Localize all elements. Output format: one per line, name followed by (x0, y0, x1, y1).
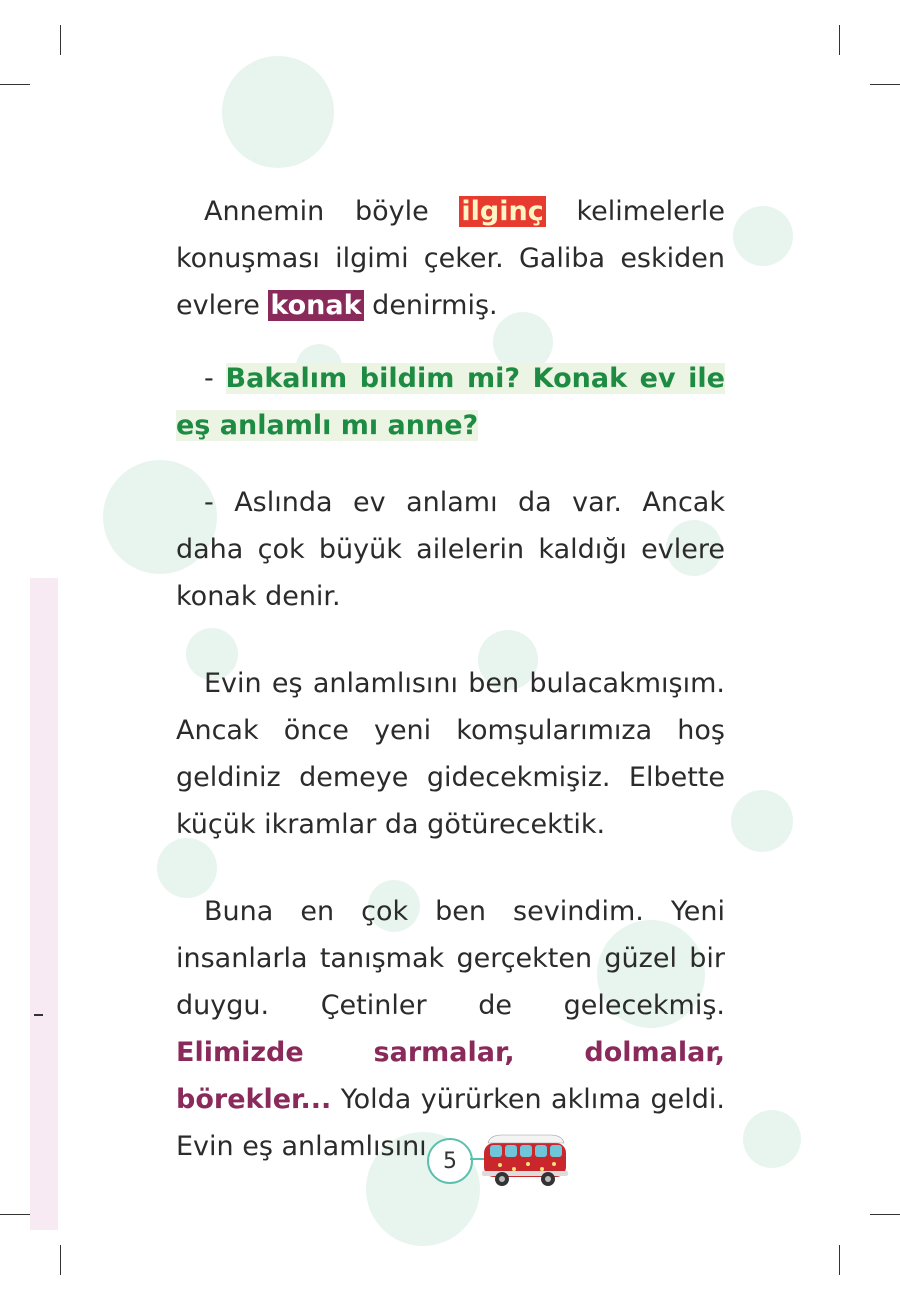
paragraph-5-part-1: Buna en çok ben sevindim. Yeni insanlarla tanışmak gerçekten güzel bir duygu. Çetinler de gelecekmiş. (176, 896, 725, 1021)
crop-mark-top-right-h (870, 84, 900, 85)
bold-food-list: Elimizde sarmalar, dolmalar, börekler... (176, 1037, 725, 1115)
paragraph-3: - Aslında ev anlamı da var. Ancak daha çok büyük ailelerin kaldığı evlere konak denir. (176, 487, 725, 612)
paragraph-1-part-2: kelimelerle konuşması ilgimi çeker. Galiba eskiden evlere (176, 196, 725, 321)
bg-bubble (222, 56, 334, 168)
dialog-dash: - (204, 363, 226, 394)
highlighted-word-ilginc: ilginç (461, 196, 544, 227)
camper-van-icon (480, 1131, 570, 1191)
highlighted-word-konak: konak (270, 290, 362, 321)
paragraph-5 (176, 888, 725, 1170)
margin-dash-mark (34, 1014, 43, 1016)
highlighted-question: Bakalım bildim mi? Konak ev ile eş anlamlı mı anne? (176, 363, 725, 441)
page-number (427, 1138, 473, 1184)
bg-bubble (743, 1110, 801, 1168)
crop-mark-bottom-right (839, 1245, 840, 1275)
story-text (176, 188, 725, 1170)
paragraph-4: Evin eş anlamlısını ben bulacakmışım. Ancak önce yeni komşularımıza hoş geldiniz demeye gidecekmişiz. Elbette küçük ikramlar da götürecektik. (176, 668, 725, 840)
crop-mark-bottom-left (60, 1245, 61, 1275)
bg-bubble (733, 206, 793, 266)
crop-mark-top-left-h (0, 84, 30, 85)
side-margin-strip (30, 578, 58, 1230)
paragraph-1-part-3: denirmiş. (363, 290, 498, 321)
bg-bubble (731, 790, 793, 852)
paragraph-2 (176, 355, 725, 449)
crop-mark-top-left (60, 25, 61, 55)
paragraph-5-part-2: Yolda yürürken aklıma geldi. Evin eş anlamlısını (176, 1084, 725, 1162)
crop-mark-bottom-right-h (870, 1214, 900, 1215)
paragraph-1 (176, 188, 725, 329)
crop-mark-top-right (839, 25, 840, 55)
page-number-value: 5 (443, 1148, 457, 1174)
crop-mark-bottom-left-h (0, 1214, 30, 1215)
paragraph-1-part-1: Annemin böyle (204, 196, 460, 227)
